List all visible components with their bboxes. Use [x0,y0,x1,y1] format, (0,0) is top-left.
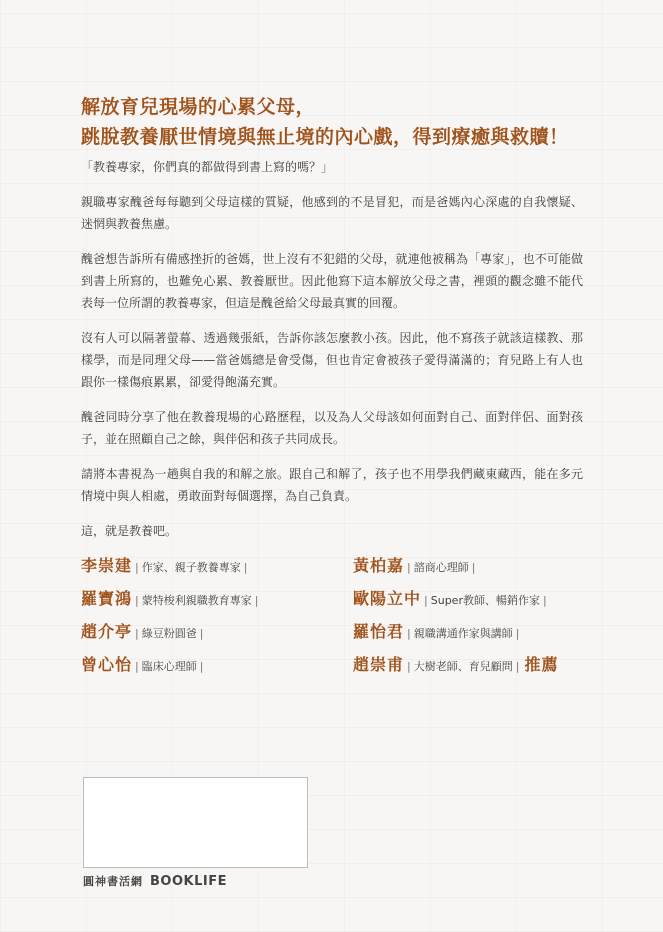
endorsements [81,553,601,683]
separator: | [515,660,520,673]
publisher-logo [83,873,227,889]
paragraph: 沒有人可以隔著螢幕、透過幾張紙，告訴你該怎麼教小孩。因此，他不寫孩子就該這樣教、那樣學，而是同理父母——當爸媽總是會受傷，但也肯定會被孩子愛得滿滿的；育兒路上有人也跟你一樣傷痕累累，卻愛得飽滿充實。 [81,331,583,389]
headline-line-2: 跳脫教養厭世情境與無止境的內心戲，得到療癒與救贖！ [81,126,569,148]
endorser-role: 綠豆粉圓爸 [141,627,197,640]
separator: | [471,561,476,574]
endorser-name: 黃柏嘉 [353,556,405,575]
endorser-name: 羅寶鴻 [81,589,133,608]
endorser-role: 親職溝通作家與講師 [413,627,513,640]
separator: | [199,660,204,673]
separator: | [515,627,520,640]
separator: | [199,627,204,640]
separator: | [135,660,139,673]
endorser-entry [353,619,522,642]
endorser-name: 趙介亭 [81,622,133,641]
separator: | [243,561,248,574]
endorser-name: 李崇建 [81,556,133,575]
paragraph: 這，就是教養吧。 [81,524,178,538]
endorser-entry [353,652,558,675]
separator: | [135,561,139,574]
publisher-name-chinese: 圓神書活網 [83,875,143,888]
barcode-area [83,777,308,868]
paragraph: 醜爸同時分享了他在教養現場的心路歷程，以及為人父母該如何面對自己、面對伴侶、面對孩子，並在照顧自己之餘，與伴侶和孩子共同成長。 [81,410,583,446]
separator: | [135,594,139,607]
endorser-entry [81,652,206,675]
endorser-role: 作家、親子教養專家 [141,561,241,574]
endorser-entry [81,586,261,609]
endorser-entry [353,586,550,609]
endorser-role: 大樹老師、育兒顧問 [413,660,513,673]
paragraph: 親職專家醜爸每每聽到父母這樣的質疑，他感到的不是冒犯，而是爸媽內心深處的自我懷疑、迷惘與教養焦慮。 [81,195,583,231]
endorser-entry [81,619,206,642]
synopsis [81,156,583,555]
paragraph: 請將本書視為一趟與自我的和解之旅。跟自己和解了，孩子也不用學我們藏東藏西，能在多元情境中與人相處，勇敢面對每個選擇，為自己負責。 [81,467,583,503]
separator: | [407,660,411,673]
separator: | [407,627,411,640]
endorser-name: 趙崇甫 [353,655,405,674]
endorser-entry [353,553,478,576]
publisher-name-english: BOOKLIFE [150,873,227,889]
paragraph: 醜爸想告訴所有備感挫折的爸媽，世上沒有不犯錯的父母，就連他被稱為「專家」，也不可能做到書上所寫的，也難免心累、教養厭世。因此他寫下這本解放父母之書，裡頭的觀念雖不能代表每一位所謂的教養專家，但這是醜爸給父母最真實的回覆。 [81,252,583,310]
separator: | [407,561,411,574]
endorser-name: 羅怡君 [353,622,405,641]
recommend-label: 推薦 [524,655,559,674]
separator: | [135,627,139,640]
paragraph: 「教養專家，你們真的都做得到書上寫的嗎？」 [81,160,334,174]
endorser-entry [81,553,250,576]
endorser-role: 蒙特梭利親職教育專家 [141,594,252,607]
headline [81,92,601,152]
separator: | [254,594,259,607]
separator: | [424,594,428,607]
endorser-role: 臨床心理師 [141,660,197,673]
separator: | [542,594,547,607]
headline-line-1: 解放育兒現場的心累父母， [81,96,316,118]
endorser-role: Super教師、暢銷作家 [430,594,540,607]
endorser-role: 諮商心理師 [413,561,469,574]
endorser-name: 歐陽立中 [353,589,422,608]
endorser-name: 曾心怡 [81,655,133,674]
